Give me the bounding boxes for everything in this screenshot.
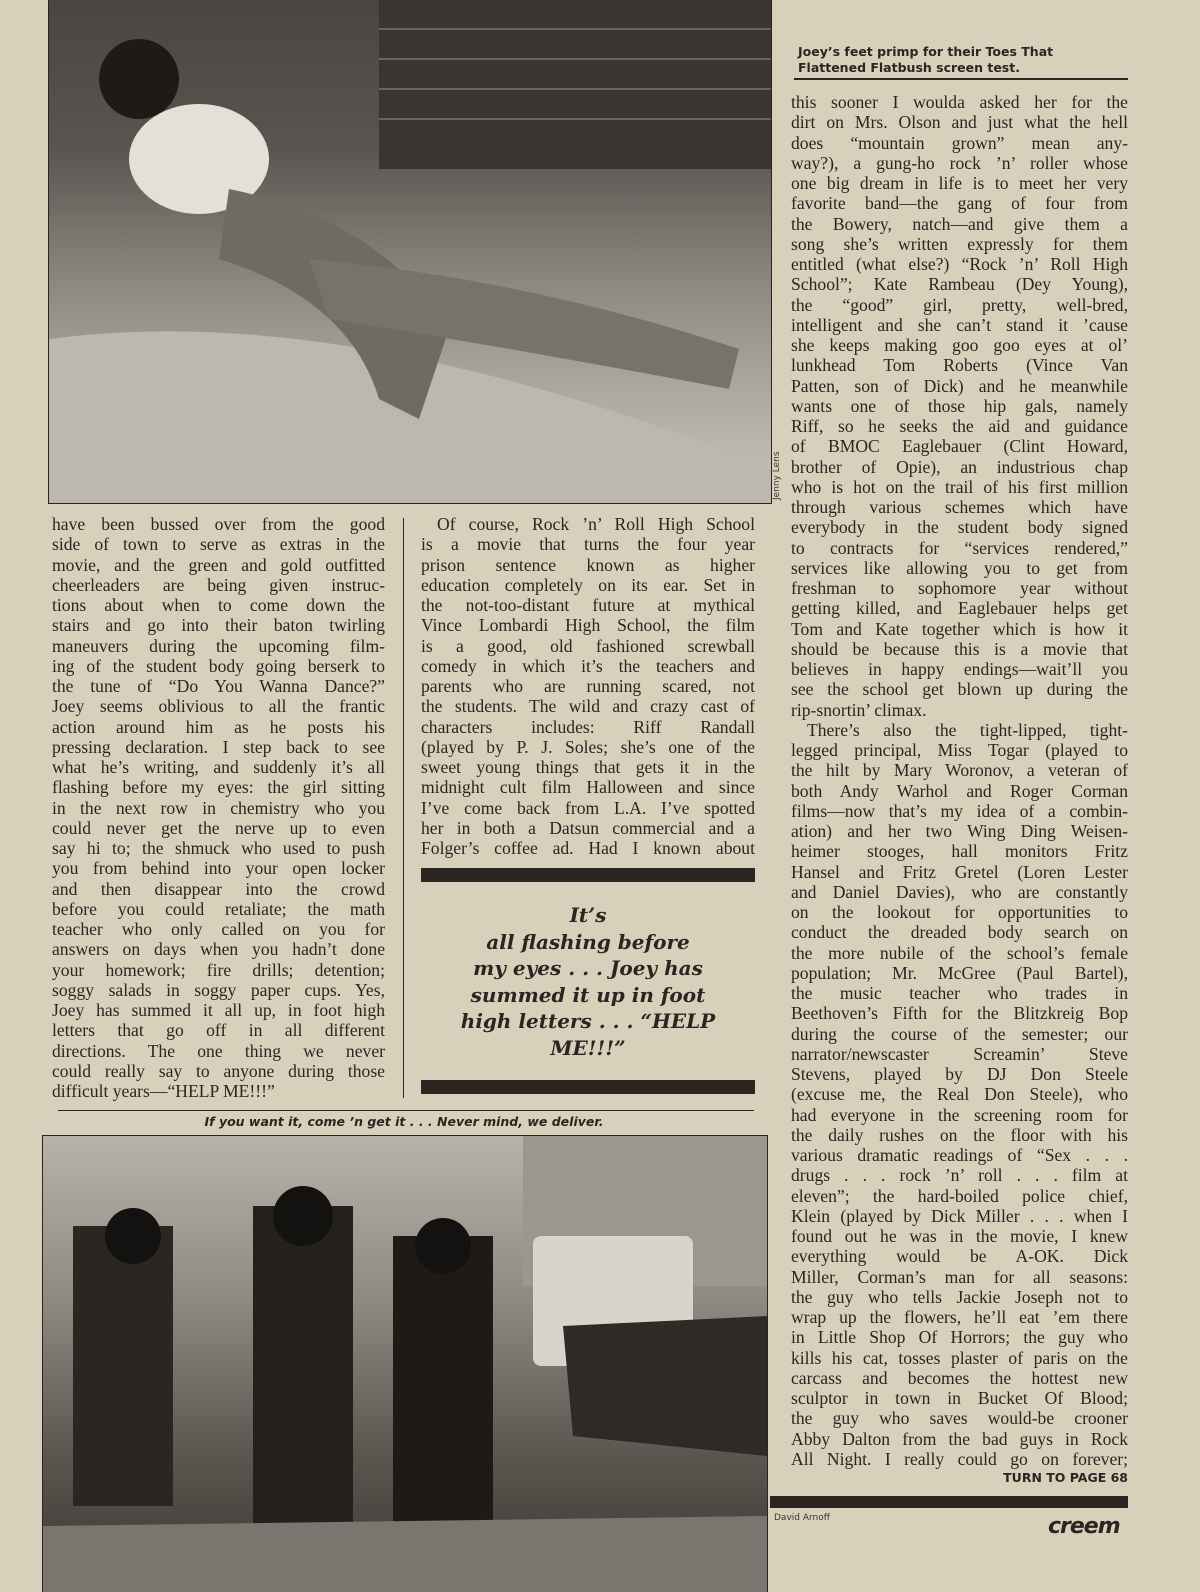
text-line: I’ve come back from L.A. I’ve spotted (421, 797, 755, 818)
text-line: the tune of “Do You Wanna Dance?” (52, 676, 385, 696)
text-line: Hansel and Fritz Gretel (Loren Lester (791, 861, 1128, 882)
text-line: There’s also the tight-lipped, tight- (807, 719, 1128, 740)
text-line: could really say to anyone during those (52, 1060, 385, 1081)
text-line: ation) and her two Wing Ding Weisen- (791, 821, 1128, 841)
text-line: the daily rushes on the floor with his (791, 1124, 1128, 1145)
column-divider (403, 518, 404, 1098)
text-line: in Little Shop Of Horrors; the guy who (791, 1327, 1128, 1348)
text-line: the guy who saves would-be crooner (791, 1408, 1128, 1429)
text-line: Folger’s coffee ad. Had I known about (421, 838, 755, 858)
text-line: intelligent and she can’t stand it ’cause (791, 314, 1128, 335)
text-line: stairs and go into their baton twirling (52, 615, 385, 636)
text-line: population; Mr. McGree (Paul Bartel), (791, 962, 1128, 983)
text-line: parents who are running scared, not (421, 676, 755, 696)
text-line: song she’s written expressly for them (791, 233, 1128, 254)
text-line: (played by P. J. Soles; she’s one of the (421, 736, 755, 757)
text-line: could never get the nerve up to even (52, 817, 385, 838)
text-line: action around him as he posts his (52, 716, 385, 737)
article-column-right (791, 92, 1128, 1469)
text-line: of BMOC Eaglebauer (Clint Howard, (791, 436, 1128, 457)
photo-illustration (49, 0, 771, 503)
text-line: legged principal, Miss Togar (played to (791, 740, 1128, 760)
text-line: through various schemes which have (791, 497, 1128, 517)
text-line: side of town to serve as extras in the (52, 534, 385, 555)
text-line: this sooner I woulda asked her for the (791, 92, 1128, 112)
article-column-middle (421, 514, 755, 858)
text-line: found out he was in the movie, I knew (791, 1226, 1128, 1246)
text-line: Vince Lombardi High School, the film (421, 615, 755, 636)
text-line: kills his cat, tosses plaster of paris on the (791, 1347, 1128, 1368)
text-line: her in both a Datsun commercial and a (421, 817, 755, 838)
text-line: characters includes: Riff Randall (421, 716, 755, 737)
text-line: the “good” girl, pretty, well-bred, (791, 294, 1128, 315)
text-line: the Bowery, natch—and give them a (791, 213, 1128, 234)
text-line: sculptor in town in Bucket Of Blood; (791, 1388, 1128, 1408)
text-line: films—now that’s my idea of a combin- (791, 800, 1128, 821)
text-line: dirt on Mrs. Olson and just what the hell (791, 112, 1128, 133)
photo-band-walking-street (42, 1135, 768, 1592)
text-line: difficult years—“HELP ME!!!” (52, 1081, 275, 1101)
caption-line: Flattened Flatbush screen test. (798, 60, 1020, 75)
bottom-photo-caption: If you want it, come ’n get it . . . Never mind, we deliver. (204, 1114, 604, 1129)
creem-logo: creem (1048, 1514, 1120, 1539)
text-line: the not-too-distant future at mythical (421, 595, 755, 615)
footer-bar (770, 1496, 1128, 1508)
text-line: what he’s writing, and suddenly it’s all (52, 757, 385, 777)
text-line: favorite band—the gang of four from (791, 193, 1128, 214)
text-line: during the course of the semester; our (791, 1023, 1128, 1044)
text-line: your homework; fire drills; detention; (52, 959, 385, 980)
text-line: everything would be A-OK. Dick (791, 1246, 1128, 1267)
pull-quote-line: high letters . . . “HELP (460, 1009, 716, 1033)
text-line: teacher who only called on you for (52, 919, 385, 939)
pull-quote (421, 902, 755, 1061)
text-line: prison sentence known as higher (421, 554, 755, 575)
text-line: eleven”; the hard-boiled police chief, (791, 1185, 1128, 1206)
text-line: comedy in which it’s the teachers and (421, 655, 755, 676)
text-line: had everyone in the screening room for (791, 1104, 1128, 1125)
turn-to-page-link[interactable]: TURN TO PAGE 68 (1003, 1470, 1128, 1485)
text-line: flashing before my eyes: the girl sitting (52, 777, 385, 798)
text-line: wants one of those hip gals, namely (791, 395, 1128, 416)
text-line: directions. The one thing we never (52, 1040, 385, 1061)
text-line: cheerleaders are being given instruc- (52, 574, 385, 595)
text-line: wrap up the flowers, he’ll eat ’em there (791, 1307, 1128, 1327)
text-line: movie, and the green and gold outfitted (52, 554, 385, 575)
photo-joey-lying-on-pavement (48, 0, 772, 504)
text-line: both Andy Warhol and Roger Corman (791, 780, 1128, 801)
text-line: carcass and becomes the hottest new (791, 1367, 1128, 1388)
caption-rule (58, 1110, 754, 1111)
caption-line: Joey’s feet primp for their Toes That (798, 44, 1054, 59)
text-line: sweet young things that gets it in the (421, 757, 755, 777)
text-line: Klein (played by Dick Miller . . . when I (791, 1205, 1128, 1226)
text-line: is a good, old fashioned screwball (421, 635, 755, 656)
text-line: see the school get blown up during the (791, 679, 1128, 700)
text-line: does “mountain grown” mean any- (791, 132, 1128, 153)
text-line: All Night. I really could go on forever; (791, 1448, 1128, 1469)
text-line: Joey seems oblivious to all the frantic (52, 696, 385, 717)
text-line: the more nubile of the school’s female (791, 942, 1128, 963)
text-line: before you could retaliate; the math (52, 898, 385, 919)
text-line: heimer stooges, hall monitors Fritz (791, 841, 1128, 862)
text-line: the students. The wild and crazy cast of (421, 696, 755, 717)
text-line: School”; Kate Rambeau (Dey Young), (791, 274, 1128, 295)
text-line: maneuvers during the upcoming film- (52, 635, 385, 656)
text-line: to contracts for “services rendered,” (791, 537, 1128, 558)
text-line: Patten, son of Dick) and he meanwhile (791, 375, 1128, 396)
text-line: Of course, Rock ’n’ Roll High School (437, 514, 755, 534)
text-line: have been bussed over from the good (52, 514, 385, 534)
photo-credit-top: Jenny Lens (772, 451, 782, 500)
text-line: tions about when to come down the (52, 595, 385, 615)
top-photo-caption (798, 44, 1053, 76)
text-line: various dramatic readings of “Sex . . . (791, 1145, 1128, 1165)
text-line: narrator/newscaster Screamin’ Steve (791, 1043, 1128, 1064)
text-line: Beethoven’s Fifth for the Blitzkreig Bop (791, 1003, 1128, 1024)
text-line: soggy salads in soggy paper cups. Yes, (52, 979, 385, 1000)
text-line: (excuse me, the Real Don Steele), who (791, 1084, 1128, 1105)
text-line: the hilt by Mary Woronov, a veteran of (791, 760, 1128, 781)
text-line: conduct the dreaded body search on (791, 922, 1128, 943)
text-line: one big dream in life is to meet her very (791, 173, 1128, 193)
text-line: in the next row in chemistry who you (52, 797, 385, 818)
text-line: services like allowing you to get from (791, 557, 1128, 578)
text-line: say hi to; the shmuck who used to push (52, 838, 385, 858)
text-line: she keeps making goo goo eyes at ol’ (791, 335, 1128, 355)
text-line: way?), a gung-ho rock ’n’ roller whose (791, 152, 1128, 173)
text-line: believes in happy endings—wait’ll you (791, 659, 1128, 679)
text-line: answers on days when you hadn’t done (52, 939, 385, 960)
pull-quote-line: all flashing before (486, 929, 690, 954)
photo-illustration (43, 1136, 767, 1592)
pull-quote-line: ME!!!” (550, 1035, 626, 1060)
photo-credit-bottom: David Arnoff (774, 1513, 830, 1523)
text-line: who is hot on the trail of his first million (791, 476, 1128, 497)
text-line: freshman to sophomore year without (791, 578, 1128, 598)
pull-quote-line: summed it up in foot (470, 982, 706, 1007)
text-line: is a movie that turns the four year (421, 534, 755, 555)
text-line: on the lookout for opportunities to (791, 902, 1128, 922)
pull-quote-line: my eyes . . . Joey has (473, 956, 703, 980)
text-line: rip-snortin’ climax. (791, 699, 927, 720)
caption-rule (794, 78, 1128, 80)
text-line: the guy who tells Jackie Joseph not to (791, 1286, 1128, 1307)
pull-quote-bottom-bar (421, 1080, 755, 1094)
text-line: midnight cult film Halloween and since (421, 777, 755, 798)
text-line: ing of the student body going berserk to (52, 655, 385, 676)
article-column-left (52, 514, 385, 1101)
text-line: brother of Opie), an industrious chap (791, 456, 1128, 477)
text-line: letters that go off in all different (52, 1020, 385, 1041)
text-line: the music teacher who trades in (791, 983, 1128, 1003)
text-line: Stevens, played by DJ Don Steele (791, 1064, 1128, 1084)
pull-quote-line: It’s (569, 903, 607, 927)
text-line: should be because this is a movie that (791, 638, 1128, 659)
text-line: Abby Dalton from the bad guys in Rock (791, 1428, 1128, 1449)
text-line: Tom and Kate together which is how it (791, 618, 1128, 639)
text-line: drugs . . . rock ’n’ roll . . . film at (791, 1165, 1128, 1186)
text-line: and Daniel Davies), who are constantly (791, 881, 1128, 902)
text-line: getting killed, and Eaglebauer helps get (791, 598, 1128, 619)
text-line: Joey has summed it all up, in foot high (52, 1000, 385, 1020)
text-line: Miller, Corman’s man for all seasons: (791, 1266, 1128, 1287)
text-line: Riff, so he seeks the aid and guidance (791, 416, 1128, 436)
pull-quote-top-bar (421, 868, 755, 882)
text-line: everybody in the student body signed (791, 517, 1128, 538)
text-line: lunkhead Tom Roberts (Vince Van (791, 355, 1128, 376)
text-line: and then disappear into the crowd (52, 878, 385, 899)
text-line: entitled (what else?) “Rock ’n’ Roll High (791, 254, 1128, 274)
text-line: you from behind into your open locker (52, 858, 385, 879)
text-line: pressing declaration. I step back to see (52, 736, 385, 757)
text-line: education completely on its ear. Set in (421, 574, 755, 595)
